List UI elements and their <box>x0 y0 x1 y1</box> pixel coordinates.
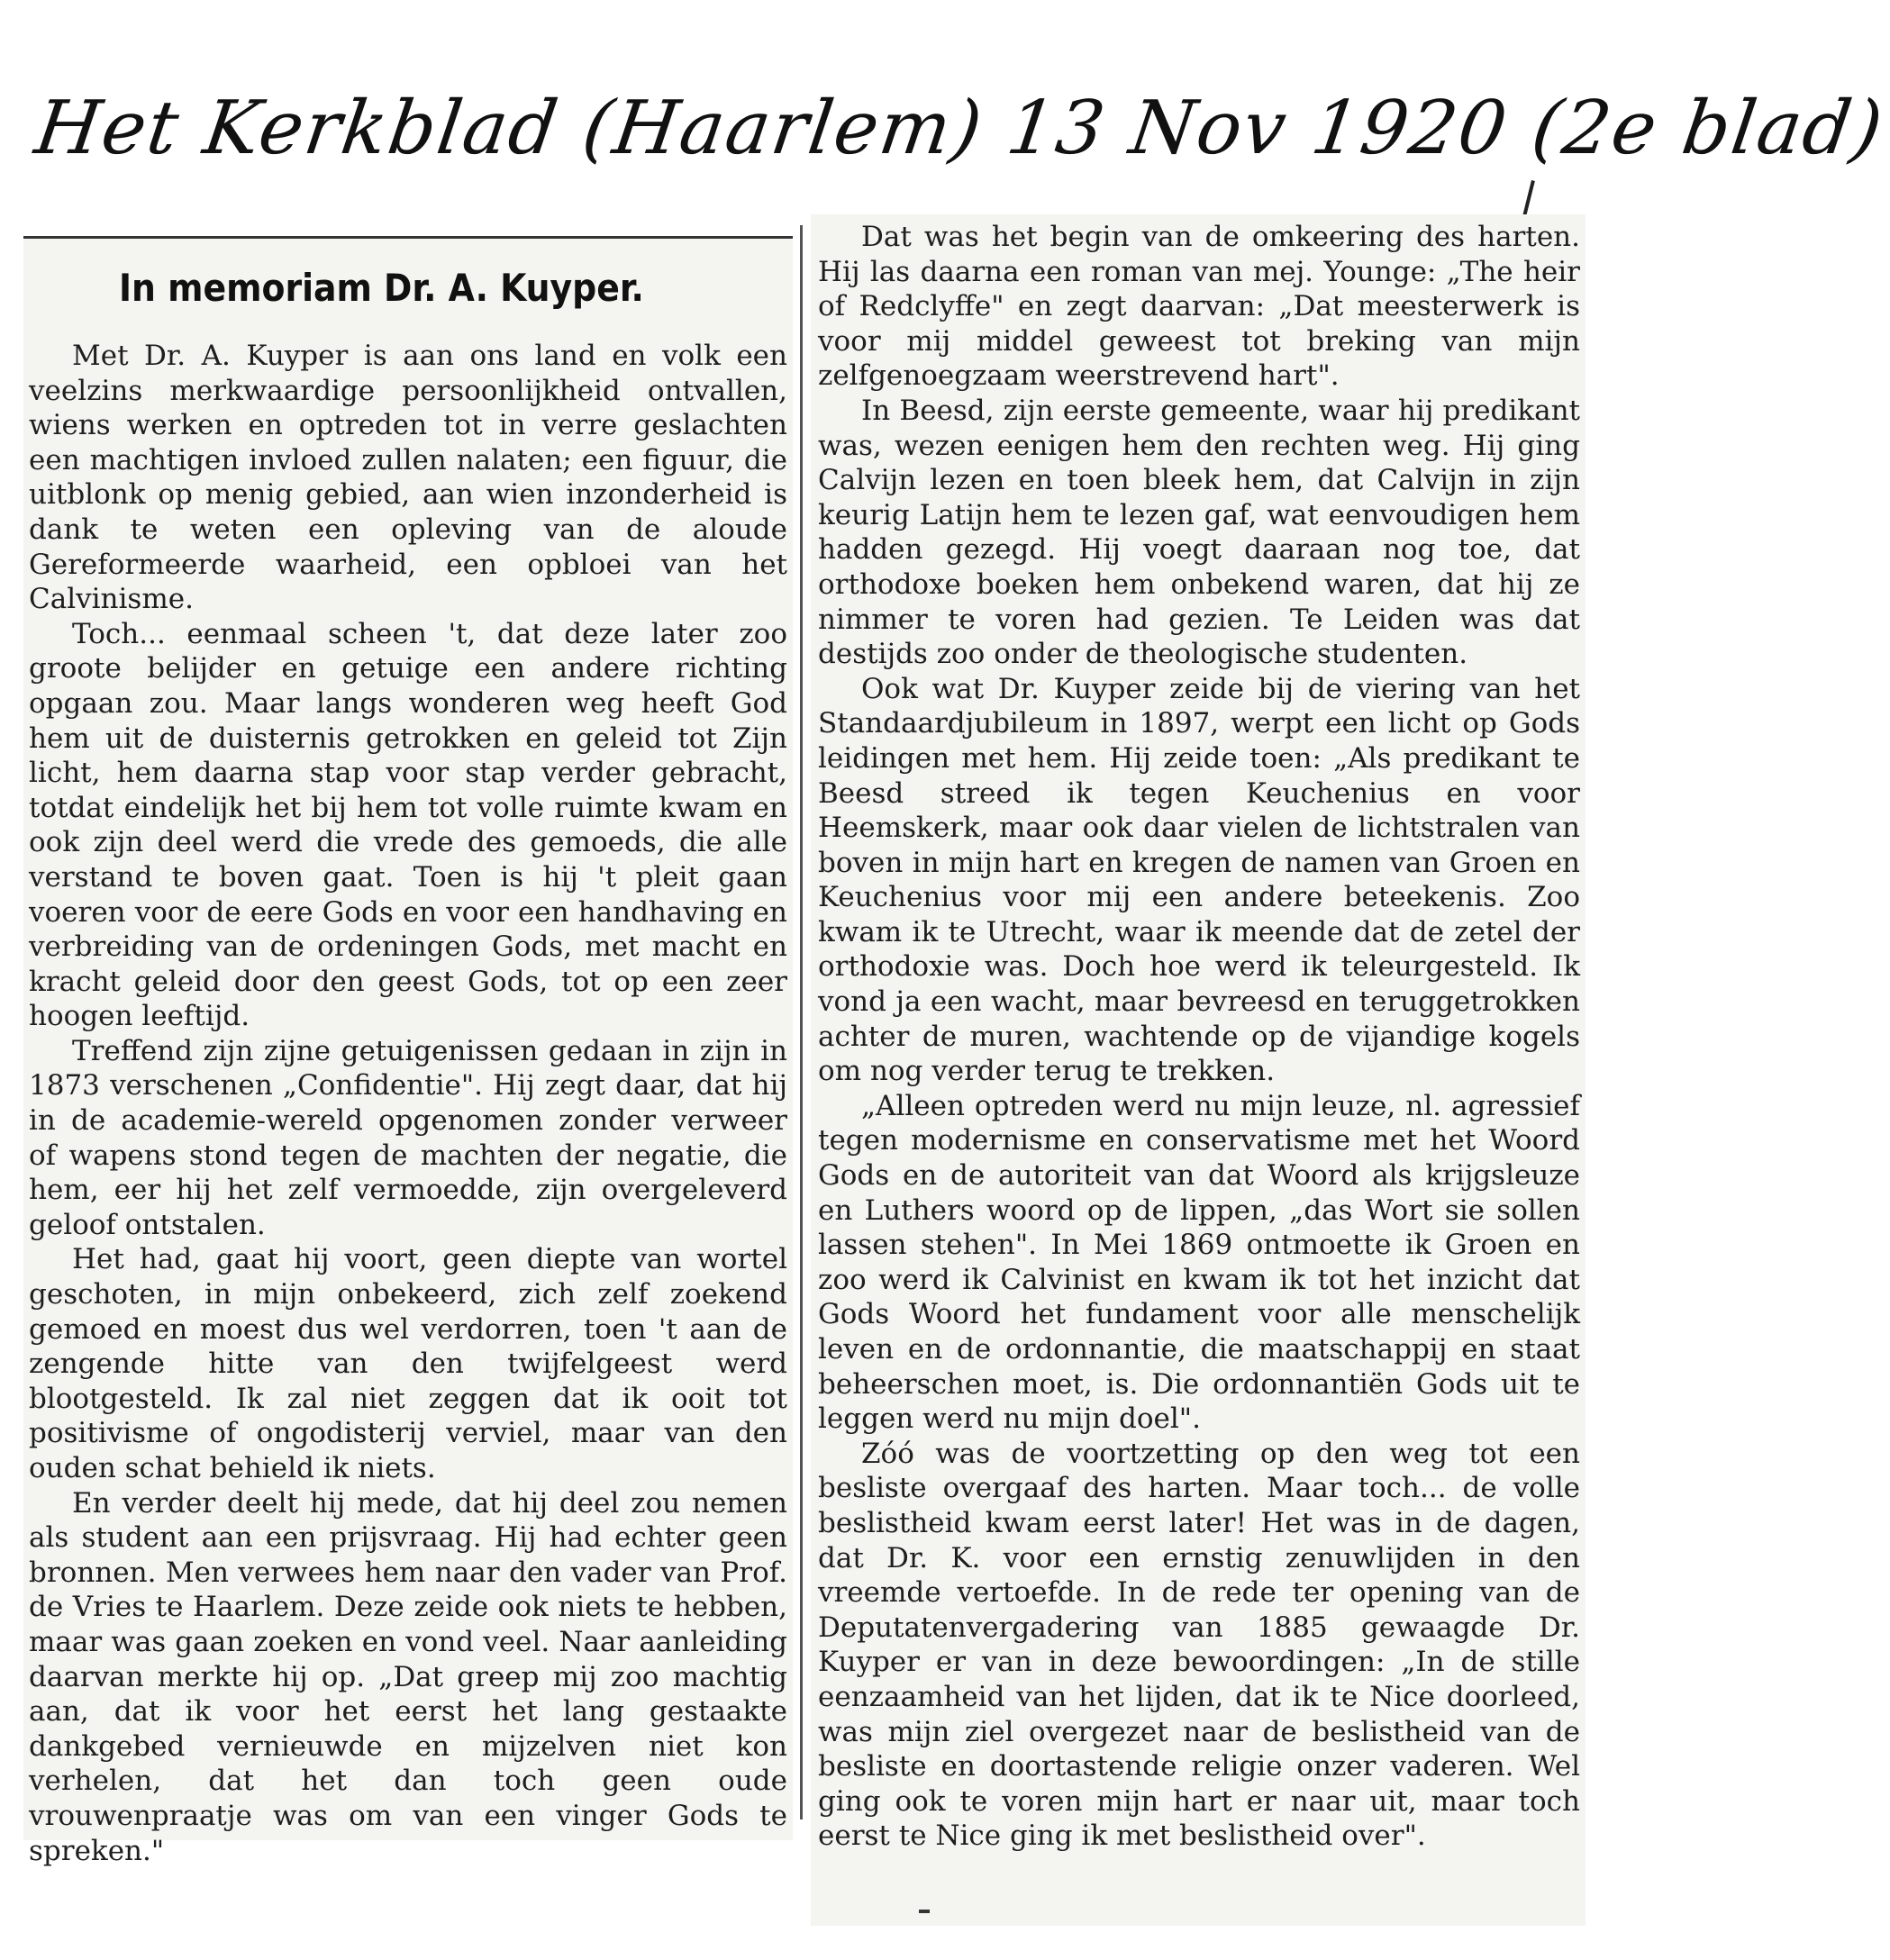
handwritten-annotation: Het Kerkblad (Haarlem) 13 Nov 1920 (2e blad) <box>30 86 1889 171</box>
article-title: In memoriam Dr. A. Kuyper. <box>119 266 644 310</box>
paragraph: Met Dr. A. Kuyper is aan ons land en volk een veelzins merkwaardige persoonlijkheid ontvallen, wiens werken en optreden tot in verre geslachten een machtigen invloed zullen nalaten; een figuur, die uitblonk op menig gebied, aan wien inzonderheid is dank te weten een opleving van de aloude Gereformeerde waarheid, een opbloei van het Calvinisme. <box>29 340 787 616</box>
paragraph: Treffend zijn zijne getuigenissen gedaan in zijn in 1873 verschenen „Confidentie". Hij zegt daar, dat hij in de academie-wereld opgenomen zonder verweer of wapens stond tegen de machten der negatie, die hem, eer hij het zelf vermoedde, zijn overgeleverd geloof ontstalen. <box>29 1034 787 1241</box>
end-mark <box>919 1910 930 1913</box>
paragraph: Zóó was de voortzetting op den weg tot een besliste overgaaf des harten. Maar toch... de volle beslistheid kwam eerst later! Het was in de dagen, dat Dr. K. voor een ernstig zenuwlijden in den vreemde vertoefde. In de rede ter opening van de Deputatenvergadering van 1885 gewaagde Dr. Kuyper er van in deze bewoordingen: „In de stille eenzaamheid van het lijden, dat ik te Nice doorleed, was mijn ziel overgezet naar de beslistheid van de besliste en doortastende religie onzer vaderen. Wel ging ook te voren mijn hart er naar uit, maar toch eerst te Nice ging ik met beslistheid over". <box>818 1437 1580 1853</box>
paragraph: Het had, gaat hij voort, geen diepte van wortel geschoten, in mijn onbekeerd, zich zelf zoekend gemoed en moest dus wel verdorren, toen 't aan de zengende hitte van den twijfelgeest werd blootgesteld. Ik zal niet zeggen dat ik ooit tot positivisme of ongodisterij verviel, maar van den ouden schat behield ik niets. <box>29 1243 787 1484</box>
paragraph: Ook wat Dr. Kuyper zeide bij de viering van het Standaardjubileum in 1897, werpt een licht op Gods leidingen met hem. Hij zeide toen: „Als predikant te Beesd streed ik tegen Keuchenius en voor Heemskerk, maar ook daar vielen de lichtstralen van boven in mijn hart en kregen de namen van Groen en Keuchenius voor mij een andere beteekenis. Zoo kwam ik te Utrecht, waar ik meende dat de zetel der orthodoxie was. Doch hoe werd ik teleurgesteld. Ik vond ja een wacht, maar bevreesd en teruggetrokken achter de muren, wachtende op de vijandige kogels om nog verder terug te trekken. <box>818 672 1580 1088</box>
article-left-column <box>29 241 787 1868</box>
paragraph: Dat was het begin van de omkeering des harten. Hij las daarna een roman van mej. Younge: „The heir of Redclyffe" en zegt daarvan: „Dat meesterwerk is voor mij middel geweest tot breking van mijn zelfgenoegzaam weerstrevend hart". <box>818 221 1580 393</box>
article-right-column <box>818 220 1580 1854</box>
paragraph: „Alleen optreden werd nu mijn leuze, nl. agressief tegen modernisme en conservatisme met het Woord Gods en de autoriteit van dat Woord als krijgsleuze en Luthers woord op de lippen, „das Wort sie sollen lassen stehen". In Mei 1869 ontmoette ik Groen en zoo werd ik Calvinist en kwam ik tot het inzicht dat Gods Woord het fundament voor alle menschelijk leven en de ordonnantie, die maatschappij en staat beheerschen moet, is. Die ordonnantiën Gods uit te leggen werd nu mijn doel". <box>818 1089 1580 1436</box>
paragraph: En verder deelt hij mede, dat hij deel zou nemen als student aan een prijsvraag. Hij had echter geen bronnen. Men verwees hem naar den vader van Prof. de Vries te Haarlem. Deze zeide ook niets te hebben, maar was gaan zoeken en vond veel. Naar aanleiding daarvan merkte hij op. „Dat greep mij zoo machtig aan, dat ik voor het eerst het lang gestaakte dankgebed vernieuwde en mijzelven niet kon verhelen, dat het dan toch geen oude vrouwenpraatje was om van een vinger Gods te spreken." <box>29 1486 787 1867</box>
paragraph: In Beesd, zijn eerste gemeente, waar hij predikant was, wezen eenigen hem den rechten weg. Hij ging Calvijn lezen en toen bleek hem, dat Calvijn in zijn keurig Latijn hem te lezen gaf, wat eenvoudigen hem hadden gezegd. Hij voegt daaraan nog toe, dat orthodoxe boeken hem onbekend waren, dat hij ze nimmer te voren had gezien. Te Leiden was dat destijds zoo onder de theologische studenten. <box>818 394 1580 671</box>
column-divider <box>800 225 803 1819</box>
paragraph: Toch... eenmaal scheen 't, dat deze later zoo groote belijder en getuige een andere richting opgaan zou. Maar langs wonderen weg heeft God hem uit de duisternis getrokken en geleid tot Zijn licht, hem daarna stap voor stap verder gebracht, totdat eindelijk het bij hem tot volle ruimte kwam en ook zijn deel werd die vrede des gemoeds, die alle verstand te boven gaat. Toen is hij 't pleit gaan voeren voor de eere Gods en voor een handhaving en verbreiding van de ordeningen Gods, met macht en kracht geleid door den geest Gods, tot op een zeer hoogen leeftijd. <box>29 617 787 1033</box>
